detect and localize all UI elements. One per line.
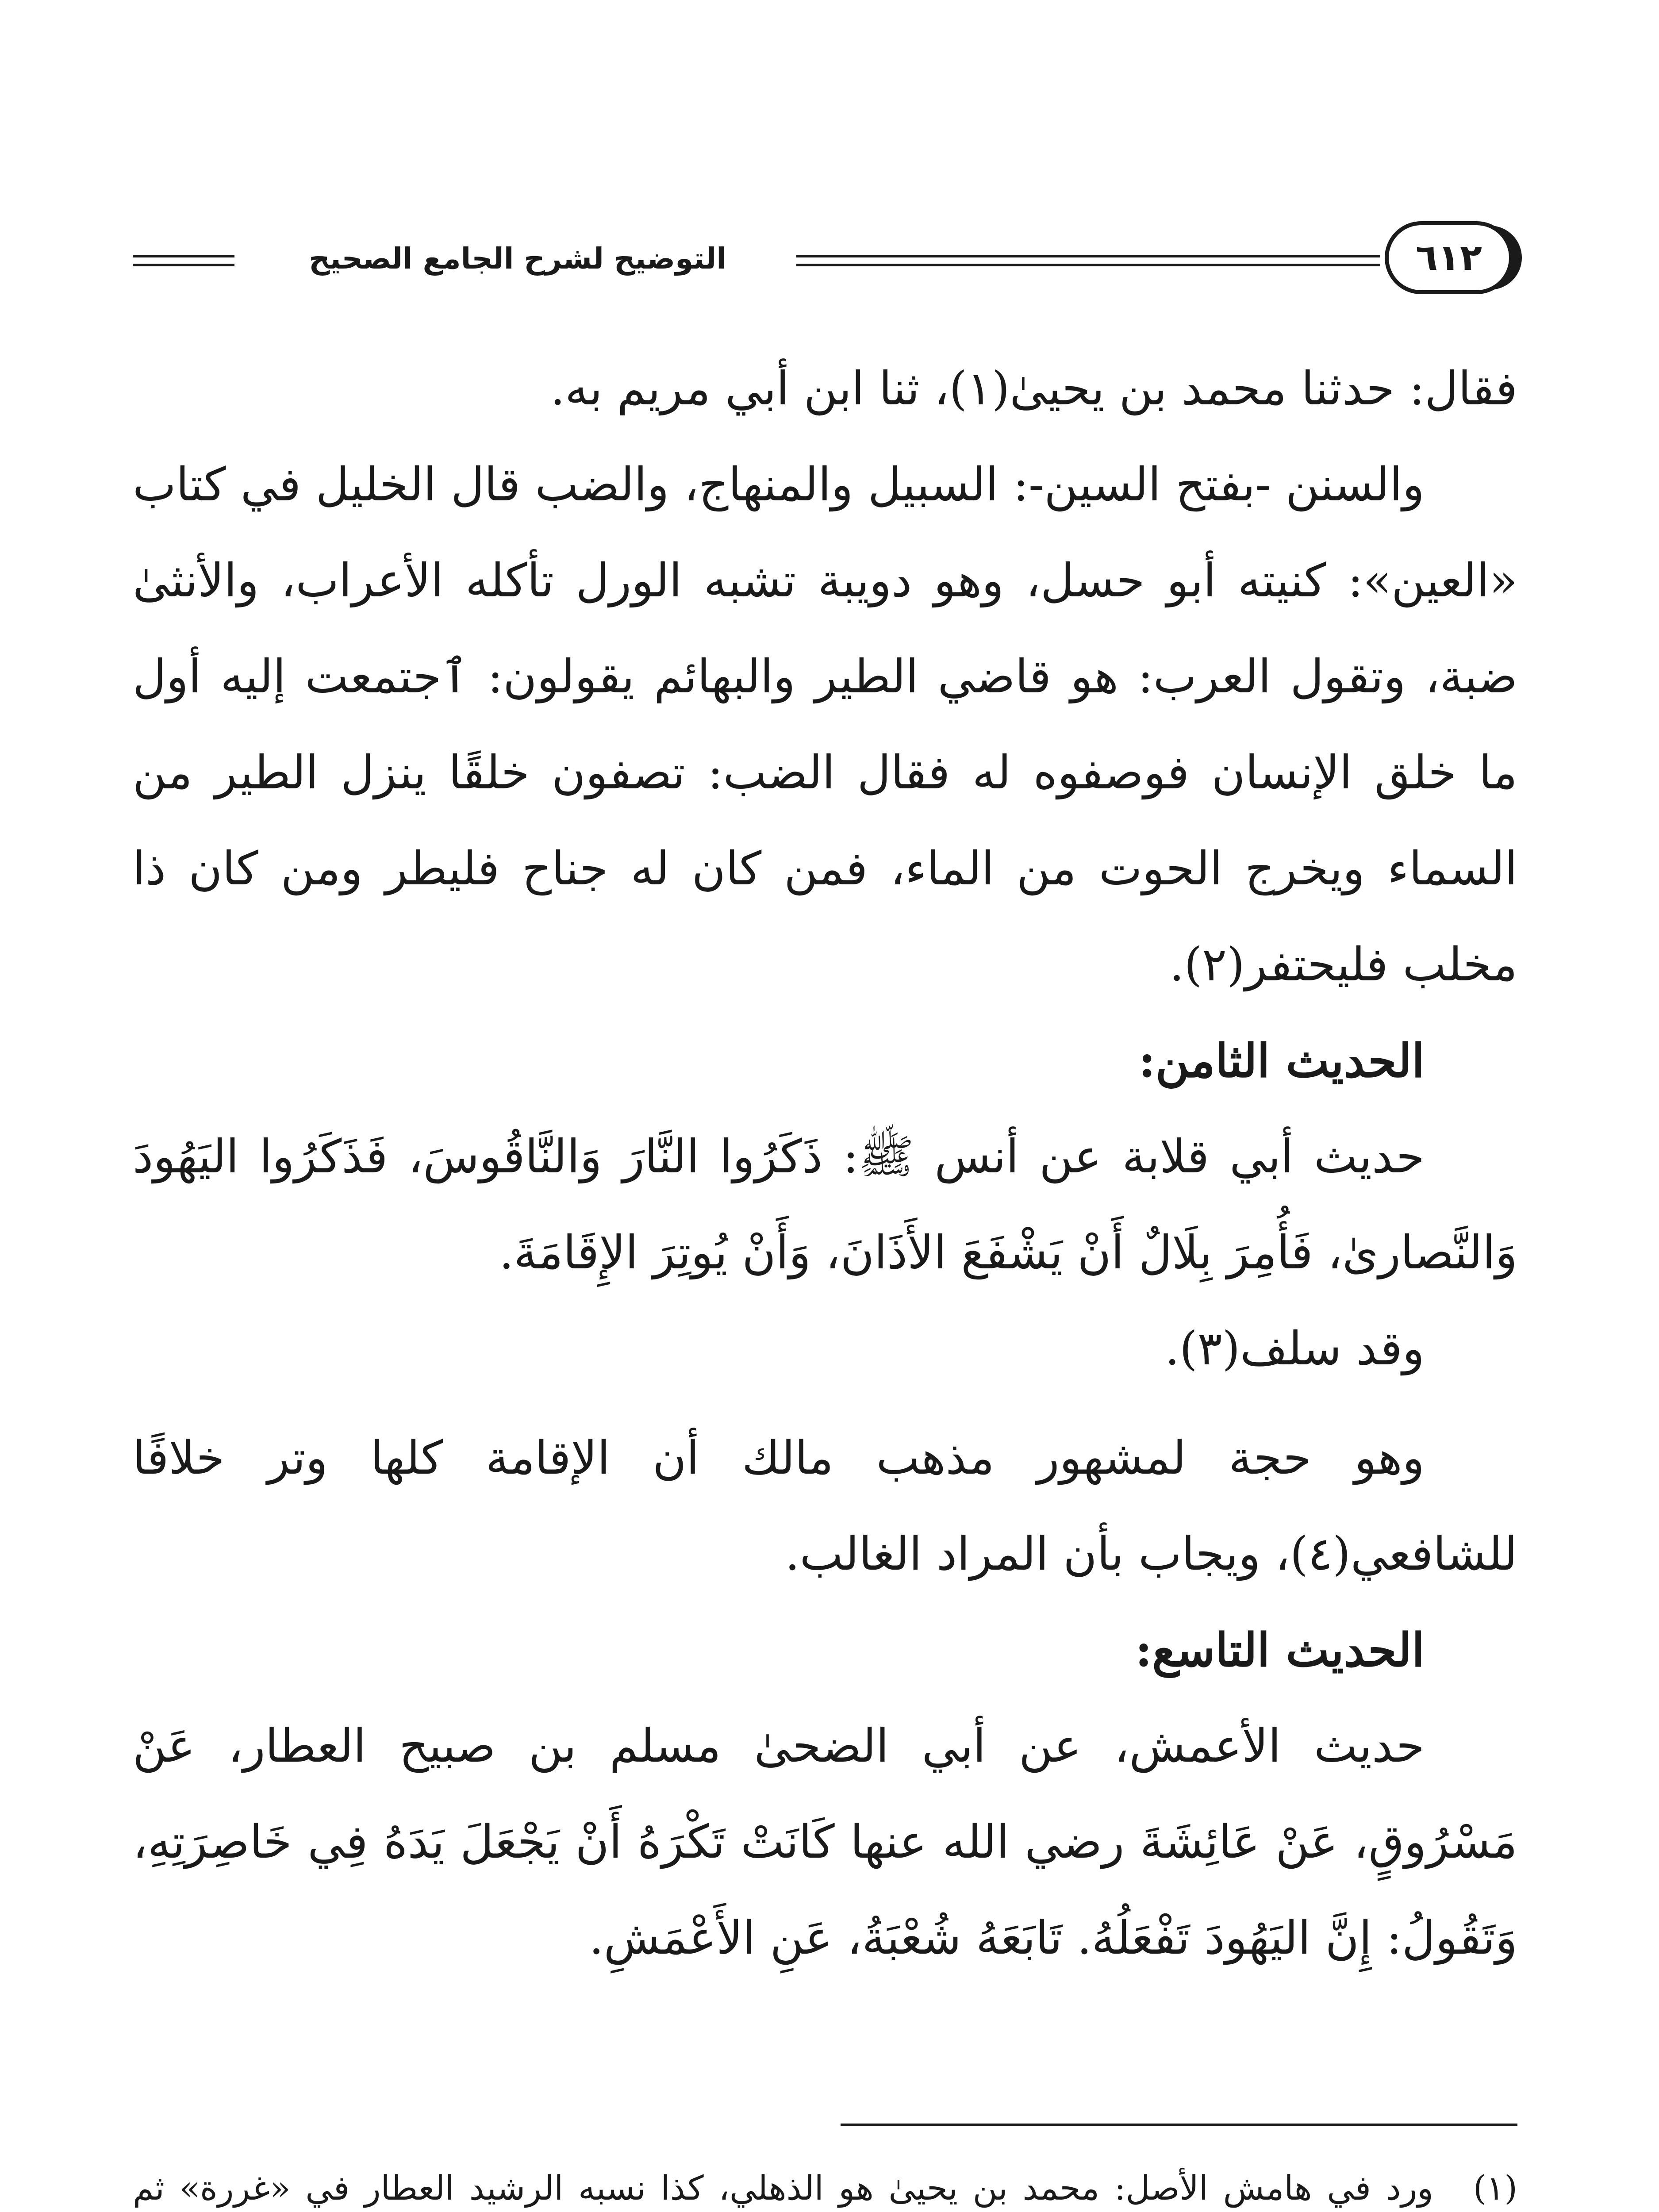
header-rule-middle [796,252,1380,270]
header-rule-left [133,252,234,270]
page-header [133,217,1517,305]
footnotes [133,2159,1517,2212]
page-number: ٦١٢ [1385,221,1513,294]
paragraph-3: حديث أبي قلابة عن أنس ﷺ: ذَكَرُوا النَّارَ وَالنَّاقُوسَ، فَذَكَرُوا اليَهُودَ وَالنَّصارىٰ، فَأُمِرَ بِلَالٌ أَنْ يَشْفَعَ الأَذَانَ، وَأَنْ يُوتِرَ الإِقَامَةَ. [133,1129,1517,1279]
paragraph-6: حديث الأعمش، عن أبي الضحىٰ مسلم بن صبيح العطار، عَنْ مَسْرُوقٍ، عَنْ عَائِشَةَ رضي الله عنها كَانَتْ تَكْرَهُ أَنْ يَجْعَلَ يَدَهُ فِي خَاصِرَتِهِ، وَتَقُولُ: إِنَّ اليَهُودَ تَفْعَلُهُ. تَابَعَهُ شُعْبَةُ، عَنِ الأَعْمَشِ. [133,1719,1517,1965]
heading-hadith-9: الحديث التاسع: [1135,1623,1425,1677]
main-text [133,341,1517,1986]
footnote-number: (١) [1473,2168,1517,2208]
footnote-text: ورد في هامش الأصل: محمد بن يحيىٰ هو الذهلي، كذا نسبه الرشيد العطار في «غررة» ثم [133,2168,1433,2208]
running-title: التوضيح لشرح الجامع الصحيح [309,242,726,276]
paragraph-1: فقال: حدثنا محمد بن يحيىٰ(١)، ثنا ابن أبي مريم به. [550,361,1517,415]
paragraph-5: وهو حجة لمشهور مذهب مالك أن الإقامة كلها وتر خلافًا للشافعي(٤)، ويجاب بأن المراد الغالب. [133,1431,1517,1581]
footnote-separator [841,2124,1517,2126]
paragraph-2: والسنن -بفتح السين-: السبيل والمنهاج، والضب قال الخليل في كتاب «العين»: كنيته أبو حسل، وهو دويبة تشبه الورل تأكله الأعراب، والأنثىٰ ضبة، وتقول العرب: هو قاضي الطير والبهائم يقولون: ٱجتمعت إليه أول ما خلق الإنسان فوصفوه له فقال الضب: تصفون خلقًا ينزل الطير من السماء ويخرج الحوت من الماء، فمن كان له جناح فليطر ومن كان ذا مخلب فليحتفر(٢). [133,457,1517,991]
heading-hadith-8: الحديث الثامن: [1138,1033,1425,1088]
paragraph-4: وقد سلف(٣). [1165,1321,1425,1375]
footnote-1 [133,2159,1517,2212]
